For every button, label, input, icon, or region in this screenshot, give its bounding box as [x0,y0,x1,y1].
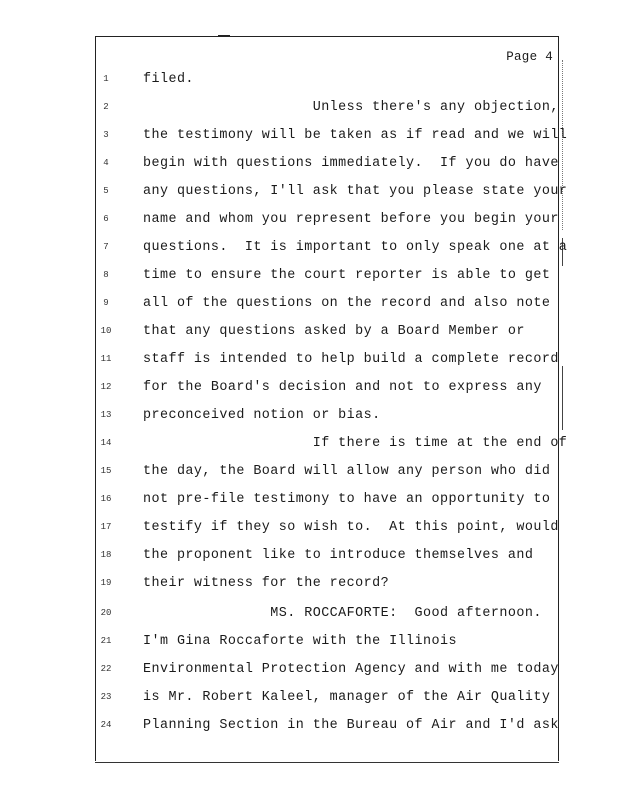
transcript-line: I'm Gina Roccaforte with the Illinois [143,634,457,649]
transcript-line: Unless there's any objection, [143,100,559,115]
line-number: 22 [100,664,112,674]
transcript-line: filed. [143,72,194,87]
line-number: 15 [100,466,112,476]
transcript-line: name and whom you represent before you begin your [143,212,559,227]
line-number: 8 [103,270,109,280]
line-number: 3 [103,130,109,140]
transcript-line: staff is intended to help build a complete record [143,352,559,367]
line-number: 4 [103,158,109,168]
line-number: 7 [103,242,109,252]
transcript-line: Planning Section in the Bureau of Air and I'd ask [143,718,559,733]
line-number: 10 [100,326,112,336]
page-number: Page 4 [506,50,553,64]
line-number: 14 [100,438,112,448]
line-number: 20 [100,608,112,618]
transcript-line: their witness for the record? [143,576,390,591]
transcript-line: the proponent like to introduce themselves and [143,548,534,563]
transcript-line: all of the questions on the record and also note [143,296,551,311]
frame-gap-mark [218,35,230,36]
transcript-line: the day, the Board will allow any person who did [143,464,551,479]
line-number: 9 [103,298,109,308]
line-number: 19 [100,578,112,588]
transcript-line: any questions, I'll ask that you please state your [143,184,568,199]
line-number: 17 [100,522,112,532]
line-number: 1 [103,74,109,84]
line-number: 5 [103,186,109,196]
transcript-line: for the Board's decision and not to express any [143,380,542,395]
transcript-line: that any questions asked by a Board Member or [143,324,525,339]
line-number: 6 [103,214,109,224]
transcript-line: MS. ROCCAFORTE: Good afternoon. [143,606,542,621]
line-number: 12 [100,382,112,392]
transcript-line: testify if they so wish to. At this point, would [143,520,559,535]
page-bottom-rule [95,762,559,763]
right-margin-dotted-mark [562,60,563,230]
transcript-line: If there is time at the end of [143,436,568,451]
transcript-line: Environmental Protection Agency and with me today [143,662,559,677]
transcript-line: is Mr. Robert Kaleel, manager of the Air Quality [143,690,551,705]
line-number: 16 [100,494,112,504]
line-number: 18 [100,550,112,560]
transcript-line: begin with questions immediately. If you do have [143,156,559,171]
transcript-line: time to ensure the court reporter is able to get [143,268,551,283]
line-number: 11 [100,354,112,364]
transcript-line: not pre-file testimony to have an opportunity to [143,492,551,507]
transcript-line: preconceived notion or bias. [143,408,381,423]
right-margin-bar-mark [562,366,563,430]
transcript-line: questions. It is important to only speak one at a [143,240,568,255]
line-number: 2 [103,102,109,112]
transcript-page-frame [95,36,559,761]
line-number: 13 [100,410,112,420]
line-number: 21 [100,636,112,646]
line-number: 23 [100,692,112,702]
line-number: 24 [100,720,112,730]
transcript-line: the testimony will be taken as if read and we will [143,128,568,143]
